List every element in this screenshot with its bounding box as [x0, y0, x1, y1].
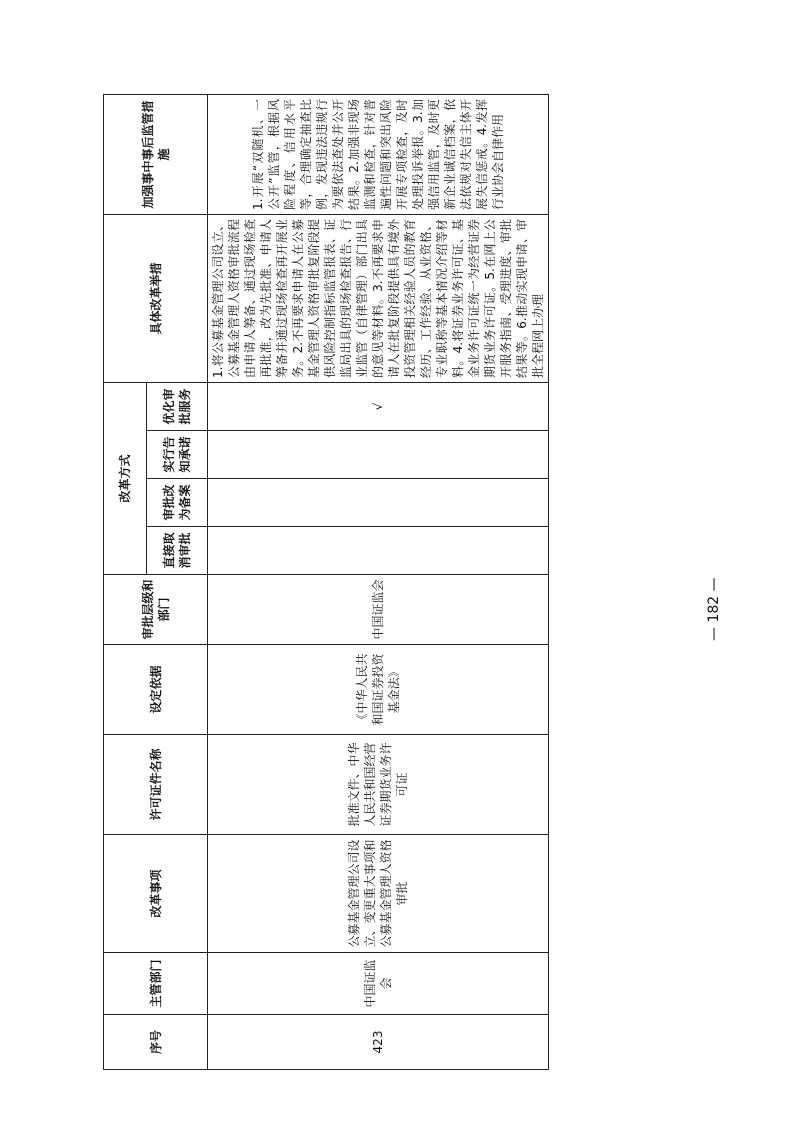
cell-dept: 中国证监会 [208, 953, 549, 1015]
header-mode-cancel: 直接取消审批 [147, 527, 208, 575]
cell-mode-optimize-check: √ [208, 382, 549, 430]
cell-item: 公募基金管理公司设立、变更重大事项和公募基金管理人资格审批 [208, 835, 549, 953]
header-cert: 许可证件名称 [104, 735, 208, 835]
cell-mode-promise [208, 431, 549, 479]
header-mode-optimize: 优化审批服务 [147, 382, 208, 430]
page-number: — 182 — [706, 577, 722, 641]
cell-mode-cancel [208, 527, 549, 575]
header-seq: 序号 [104, 1015, 208, 1070]
header-item: 改革事项 [104, 835, 208, 953]
cell-measures: 1.将公募基金管理公司设立、公募基金管理人资格审批流程由申请人筹备、通过现场检查再批准，改为先批准、申请人筹备并通过现场检查再开展业务。2.不再要求申请人在公募基金管理人资格审批复阶段提供风险控制指标监管报表、证监局出具的现场检查报告、行业监管（自律管理）部门出具的意见等材料。3.不再要求申请人在批复阶段提供具有境外投资管理相关经验人员的教育经历、工作经验、从业资格、专业职称等基本情况介绍等材料。4.将证券业务许可证、基金业务许可证统一为经营证券期货业务许可证。5.在网上公开服务指南、受理进度、审批结果等。6.推动实现申请、审批全程网上办理 [208, 214, 549, 382]
table-row [208, 94, 549, 1069]
header-mode-record: 审批改为备案 [147, 479, 208, 527]
cell-cert: 批准文件、中华人民共和国经营证券期货业务许可证 [208, 735, 549, 835]
cell-supervision: 1.开展“双随机、一公开”监管，根据风险程度、信用水平等，合理确定抽查比例，发现违法违规行为要依法查处并公开结果。2.加强非现场监测和检查，针对普遍性问题和突出风险开展专项检查，及时处理投诉举报。3.加强信用监管，及时更新企业诚信档案，依法依规对失信主体开展失信惩戒。4.发挥行业协会自律作用 [208, 94, 549, 214]
reform-table-rotated [103, 95, 545, 1070]
cell-basis: 《中华人民共和国证券投资基金法》 [208, 645, 549, 735]
header-reform-mode: 改革方式 [104, 382, 147, 574]
header-mode-promise: 实行告知承诺 [147, 431, 208, 479]
header-level: 审批层级和部门 [104, 575, 208, 645]
cell-mode-record [208, 479, 549, 527]
header-supervision: 加强事中事后监管措施 [104, 94, 208, 214]
header-basis: 设定依据 [104, 645, 208, 735]
header-measures: 具体改革举措 [104, 214, 208, 382]
header-dept: 主管部门 [104, 953, 208, 1015]
cell-seq: 423 [208, 1015, 549, 1070]
cell-level: 中国证监会 [208, 575, 549, 645]
reform-table [103, 94, 549, 1070]
